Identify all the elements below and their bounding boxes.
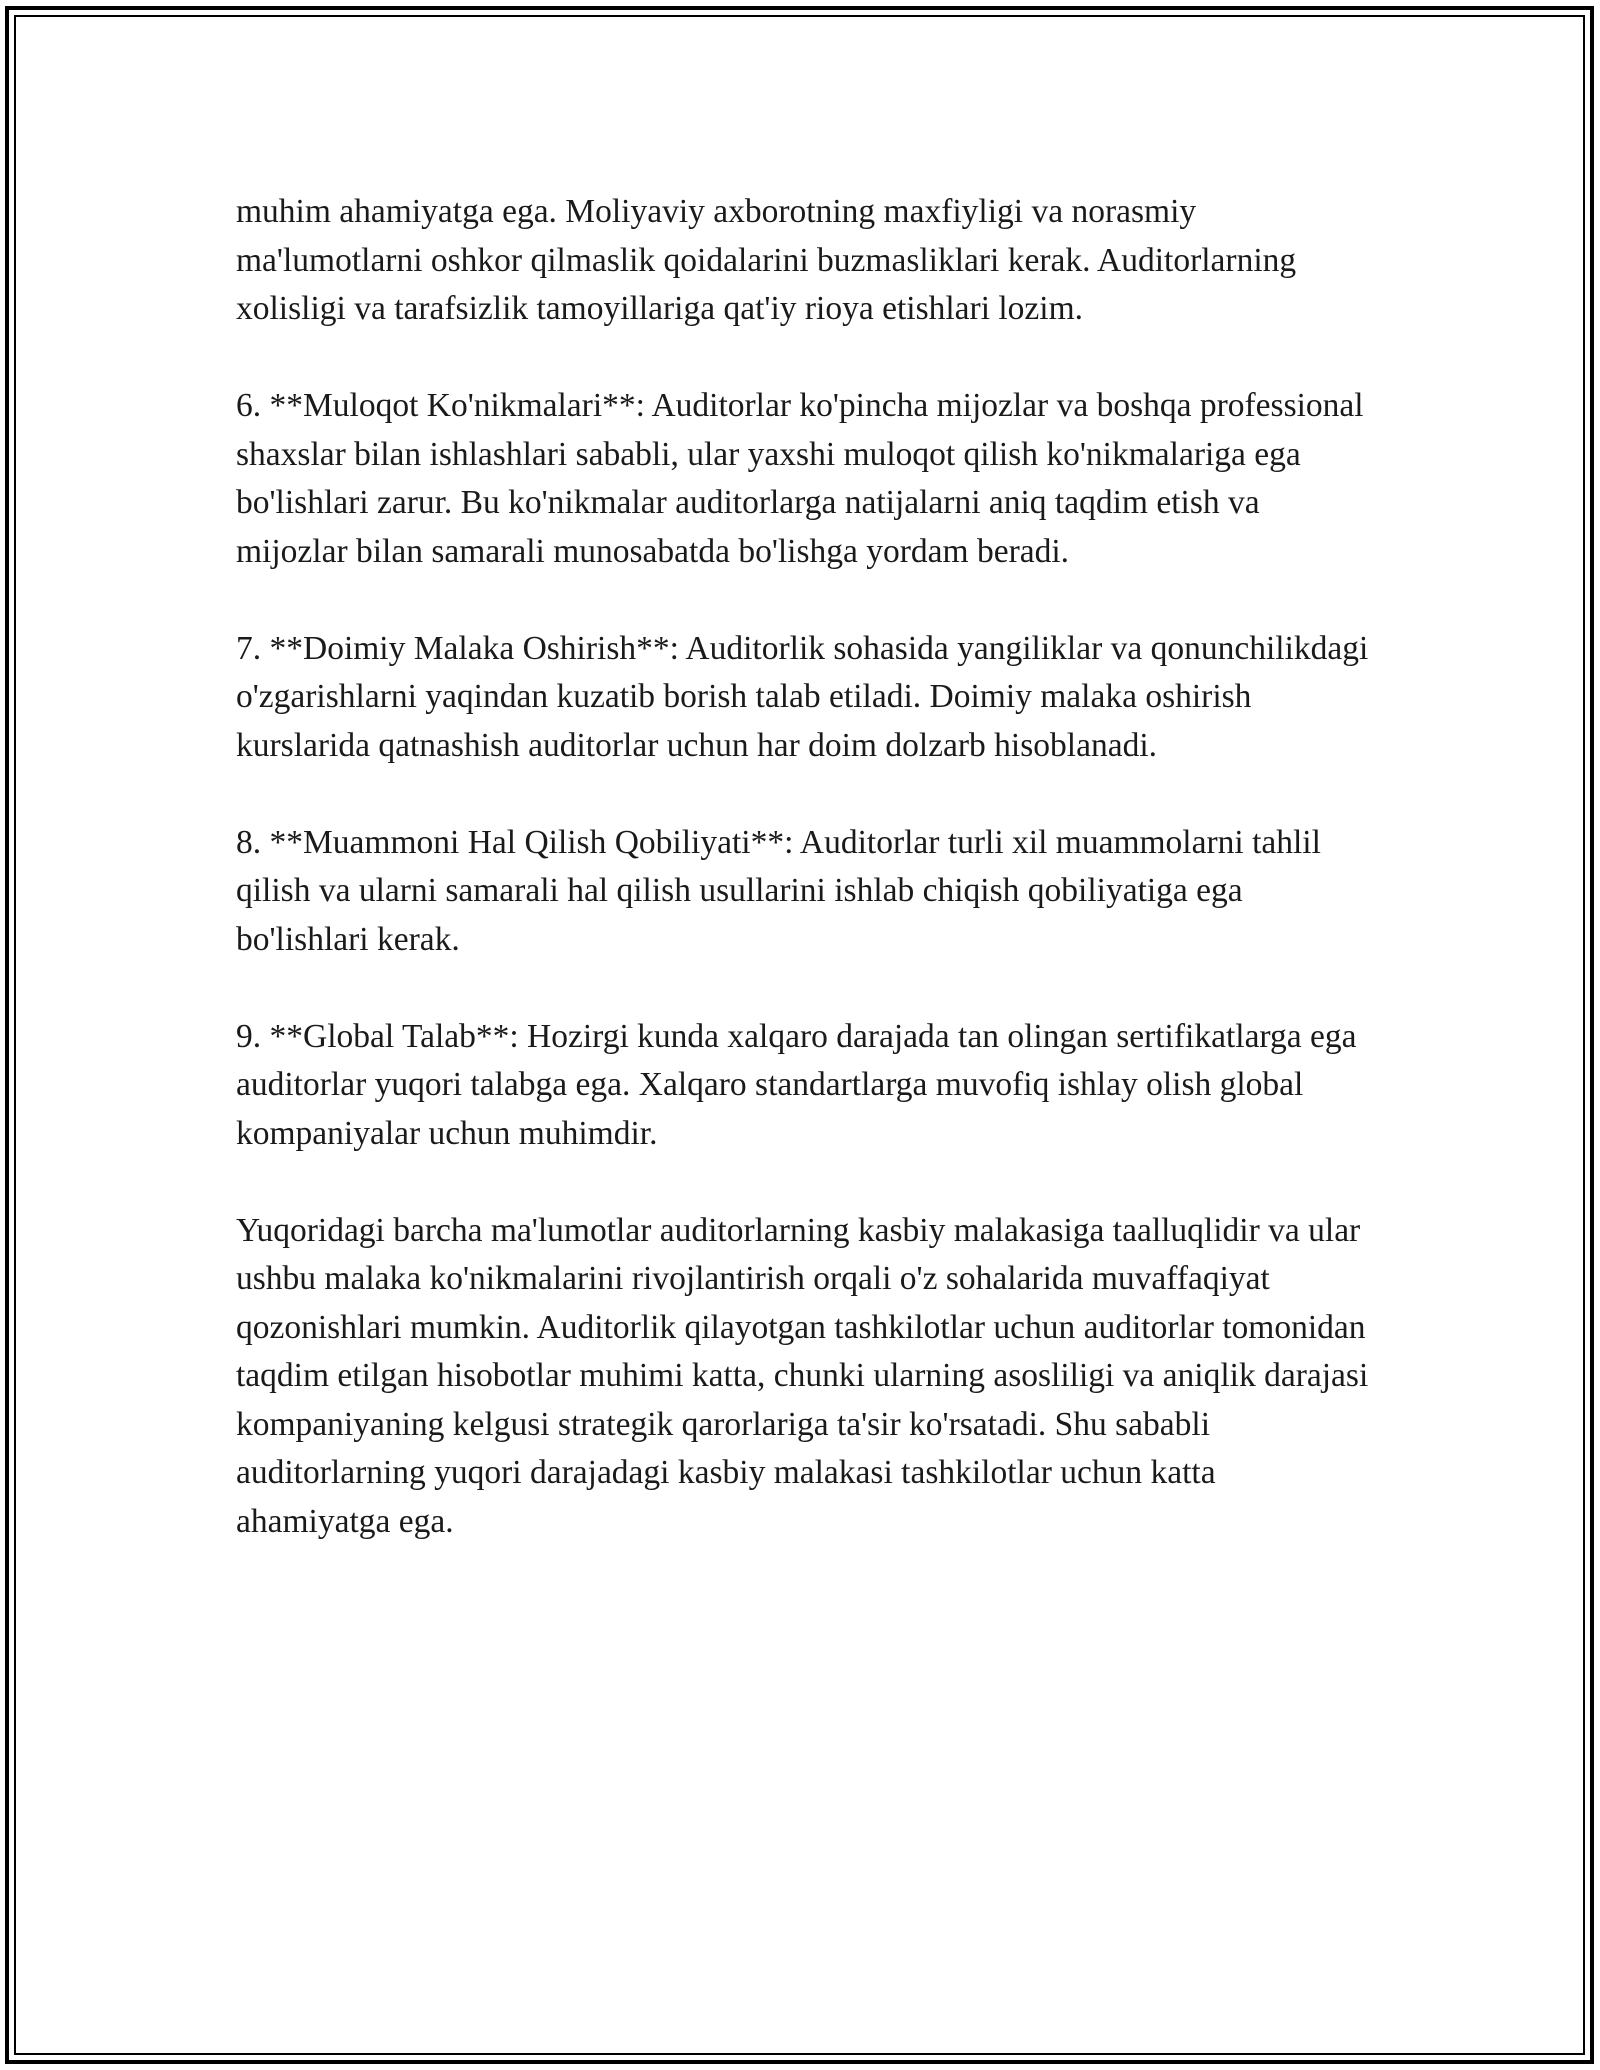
paragraph-item-9: 9. **Global Talab**: Hozirgi kunda xalqaro darajada tan olingan sertifikatlarga ega auditorlar yuqori talabga ega. Xalqaro standartlarga muvofiq ishlay olish global kompaniyalar uchun muhimdir. [236, 1017, 1357, 1152]
paragraph-item-7: 7. **Doimiy Malaka Oshirish**: Auditorlik sohasida yangiliklar va qonunchilikdagi o'zgarishlarni yaqindan kuzatib borish talab etiladi. Doimiy malaka oshirish kurslarida qatnashish auditorlar uchun har doim dolzarb hisoblanadi. [236, 629, 1369, 764]
paragraph-item-8: 8. **Muammoni Hal Qilish Qobiliyati**: Auditorlar turli xil muammolarni tahlil qilish va ularni samarali hal qilish usullarini ishlab chiqish qobiliyatiga ega bo'lishlari kerak. [236, 823, 1321, 958]
paragraph-conclusion: Yuqoridagi barcha ma'lumotlar auditorlarning kasbiy malakasiga taalluqlidir va ular ushbu malaka ko'nikmalarini rivojlantirish orqali o'z sohalarida muvaffaqiyat qozonishlari mumkin. Auditorlik qilayotgan tashkilotlar uchun auditorlar tomonidan taqdim etilgan hisobotlar muhimi katta, chunki ularning asosliligi va aniqlik darajasi kompaniyaning kelgusi strategik qarorlariga ta'sir ko'rsatadi. Shu sababli auditorlarning yuqori darajadagi kasbiy malakasi tashkilotlar uchun katta ahamiyatga ega. [236, 1211, 1369, 1540]
paragraph-item-6: 6. **Muloqot Ko'nikmalari**: Auditorlar ko'pincha mijozlar va boshqa professional shaxslar bilan ishlashlari sababli, ular yaxshi muloqot qilish ko'nikmalariga ega bo'lishlari zarur. Bu ko'nikmalar auditorlarga natijalarni aniq taqdim etish va mijozlar bilan samarali munosabatda bo'lishga yordam beradi. [236, 387, 1364, 570]
paragraph-continuation: muhim ahamiyatga ega. Moliyaviy axborotning maxfiyligi va norasmiy ma'lumotlarni oshkor qilmaslik qoidalarini buzmasliklari kerak. Auditorlarning xolisligi va tarafsizlik tamoyillariga qat'iy rioya etishlari lozim. [236, 193, 1297, 327]
document-body [236, 188, 1376, 1546]
